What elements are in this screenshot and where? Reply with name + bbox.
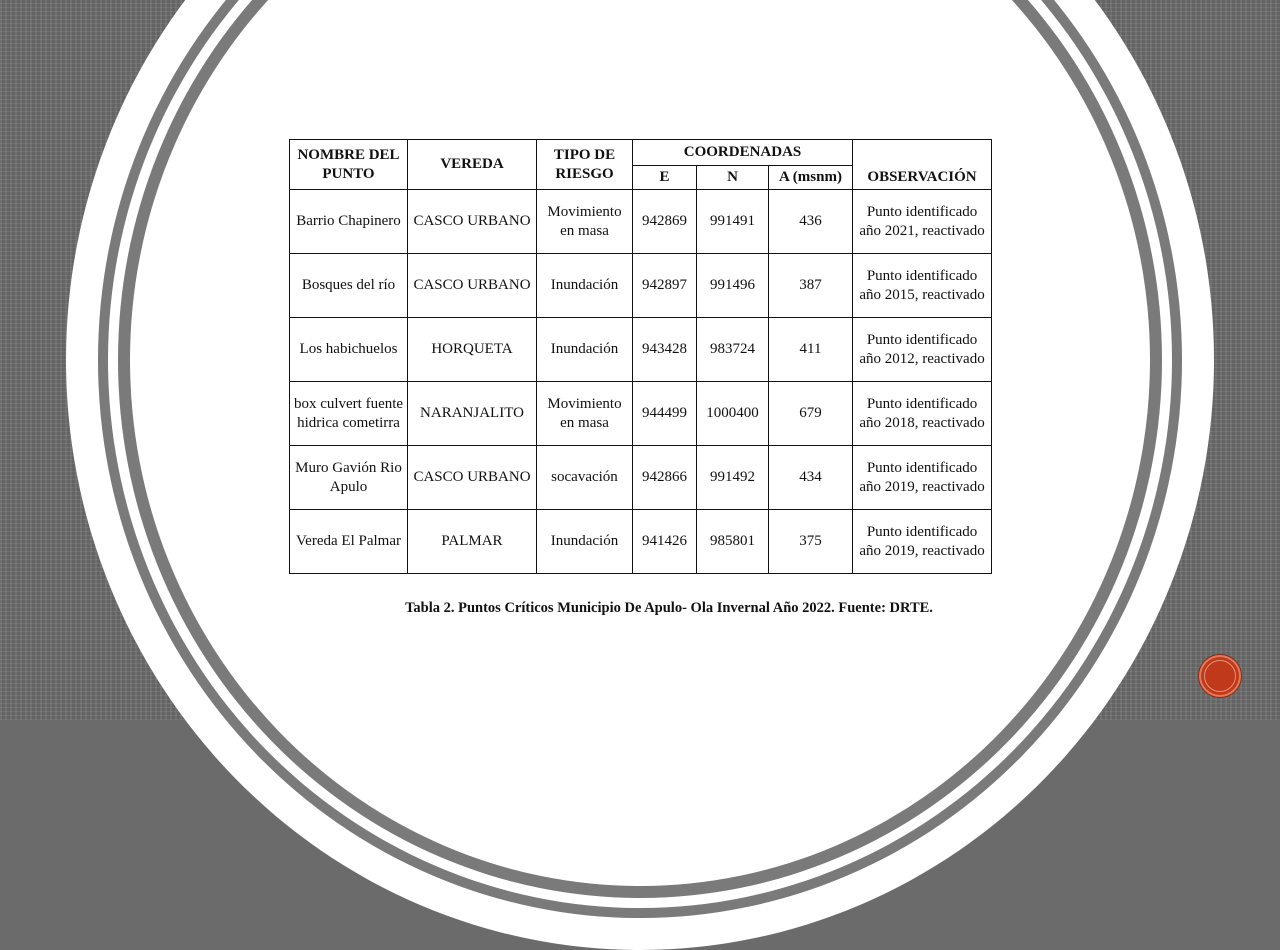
circle-button-icon[interactable]: [1199, 655, 1241, 697]
table-row: [290, 318, 992, 382]
cell-n: 991492: [697, 446, 769, 510]
cell-e: 941426: [633, 510, 697, 574]
cell-a: 679: [769, 382, 853, 446]
cell-nombre: Vereda El Palmar: [290, 510, 408, 574]
cell-a: 375: [769, 510, 853, 574]
cell-e: 943428: [633, 318, 697, 382]
header-a: A (msnm): [769, 166, 853, 190]
cell-e: 942866: [633, 446, 697, 510]
cell-vereda: CASCO URBANO: [408, 446, 537, 510]
cell-e: 942897: [633, 254, 697, 318]
cell-n: 991491: [697, 190, 769, 254]
table-caption: Tabla 2. Puntos Críticos Municipio De Apulo- Ola Invernal Año 2022. Fuente: DRTE.: [405, 600, 933, 616]
cell-nombre: Muro Gavión Rio Apulo: [290, 446, 408, 510]
cell-observacion: Punto identificado año 2019, reactivado: [853, 446, 992, 510]
cell-nombre: Los habichuelos: [290, 318, 408, 382]
header-tipo-riesgo: TIPO DE RIESGO: [537, 140, 633, 190]
header-e: E: [633, 166, 697, 190]
cell-a: 387: [769, 254, 853, 318]
table-row: [290, 382, 992, 446]
cell-vereda: CASCO URBANO: [408, 254, 537, 318]
cell-a: 434: [769, 446, 853, 510]
cell-observacion: Punto identificado año 2019, reactivado: [853, 510, 992, 574]
table-row: [290, 446, 992, 510]
cell-vereda: HORQUETA: [408, 318, 537, 382]
cell-tipo: Inundación: [537, 510, 633, 574]
cell-observacion: Punto identificado año 2012, reactivado: [853, 318, 992, 382]
cell-e: 944499: [633, 382, 697, 446]
cell-nombre: box culvert fuente hidrica cometirra: [290, 382, 408, 446]
cell-vereda: PALMAR: [408, 510, 537, 574]
cell-vereda: CASCO URBANO: [408, 190, 537, 254]
cell-e: 942869: [633, 190, 697, 254]
cell-n: 1000400: [697, 382, 769, 446]
cell-a: 411: [769, 318, 853, 382]
cell-n: 991496: [697, 254, 769, 318]
header-nombre: NOMBRE DEL PUNTO: [290, 140, 408, 190]
critical-points-table: [289, 139, 992, 574]
cell-tipo: Inundación: [537, 254, 633, 318]
cell-tipo: socavación: [537, 446, 633, 510]
cell-tipo: Movimiento en masa: [537, 382, 633, 446]
cell-observacion: Punto identificado año 2021, reactivado: [853, 190, 992, 254]
cell-tipo: Inundación: [537, 318, 633, 382]
cell-n: 983724: [697, 318, 769, 382]
table-row: [290, 190, 992, 254]
cell-observacion: Punto identificado año 2015, reactivado: [853, 254, 992, 318]
header-n: N: [697, 166, 769, 190]
cell-nombre: Bosques del río: [290, 254, 408, 318]
cell-tipo: Movimiento en masa: [537, 190, 633, 254]
header-vereda: VEREDA: [408, 140, 537, 190]
cell-observacion: Punto identificado año 2018, reactivado: [853, 382, 992, 446]
cell-vereda: NARANJALITO: [408, 382, 537, 446]
table-row: [290, 510, 992, 574]
cell-a: 436: [769, 190, 853, 254]
cell-nombre: Barrio Chapinero: [290, 190, 408, 254]
header-coordenadas: COORDENADAS: [633, 140, 853, 166]
header-observacion: OBSERVACIÓN: [853, 140, 992, 190]
table-row: [290, 254, 992, 318]
cell-n: 985801: [697, 510, 769, 574]
